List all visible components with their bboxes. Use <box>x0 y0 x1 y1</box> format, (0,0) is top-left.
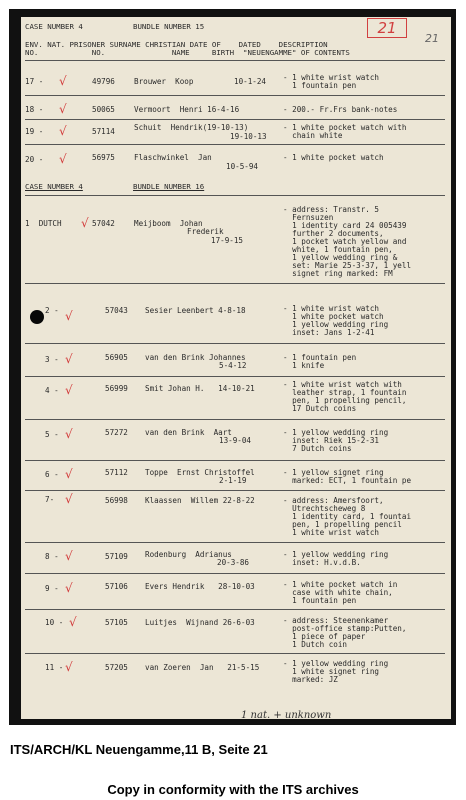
prisoner-number: 56975 <box>92 153 115 162</box>
contents-line: further 2 documents, <box>283 229 384 238</box>
env-number: 1 DUTCH <box>25 219 62 228</box>
prisoner-number: 56999 <box>105 384 128 393</box>
birth-date: 20-3-86 <box>217 558 250 567</box>
punch-hole <box>30 310 44 324</box>
contents-line: - address: Amersfoort, <box>283 496 384 505</box>
contents-line: 1 pocket watch yellow and <box>283 237 407 246</box>
row-divider <box>25 376 445 377</box>
prisoner-number: 57106 <box>105 582 128 591</box>
contents-line: 17 Dutch coins <box>283 404 357 413</box>
birth-date: 10-5-94 <box>226 162 259 171</box>
contents-line: marked: ECT, 1 fountain pe <box>283 476 412 485</box>
bundle-number-1: BUNDLE NUMBER 15 <box>133 22 205 31</box>
contents-line: 1 Dutch coin <box>283 640 348 649</box>
row-divider <box>25 343 445 344</box>
contents-line: set: Marie 25-3-37, 1 yell <box>283 261 412 270</box>
contents-line: - address: Steenenkamer <box>283 616 389 625</box>
contents-line: 1 yellow wedding ring <box>283 320 389 329</box>
env-number: 5 - <box>45 430 59 439</box>
prisoner-name: Vermoort Henri 16-4-16 <box>134 105 240 114</box>
contents-line: - 1 yellow wedding ring <box>283 659 389 668</box>
row-divider <box>25 490 445 491</box>
archive-stamp: 21 <box>367 18 407 38</box>
prisoner-name: van Zoeren Jan 21-5-15 <box>145 663 260 672</box>
checkmark-icon: √ <box>59 74 67 88</box>
contents-line: 1 fountain pen <box>283 81 357 90</box>
prisoner-name: van den Brink Johannes <box>145 353 246 362</box>
prisoner-name: van den Brink Aart <box>145 428 232 437</box>
bundle-number-2: BUNDLE NUMBER 16 <box>133 182 205 191</box>
birth-date: 19-10-13 <box>230 132 267 141</box>
env-number: 8 - <box>45 552 59 561</box>
prisoner-number: 50065 <box>92 105 115 114</box>
env-number: 9 - <box>45 584 59 593</box>
checkmark-icon: √ <box>65 660 73 674</box>
env-number: 10 - <box>45 618 64 627</box>
env-number: 4 - <box>45 386 59 395</box>
contents-line: inset: Jans 1-2-41 <box>283 328 375 337</box>
row-divider <box>25 542 445 543</box>
checkmark-icon: √ <box>65 581 73 595</box>
env-number: 6 - <box>45 470 59 479</box>
prisoner-name: Smit Johan H. 14-10-21 <box>145 384 255 393</box>
row-divider <box>25 195 445 196</box>
birth-date: 10-1-24 <box>234 77 267 86</box>
checkmark-icon: √ <box>65 309 73 323</box>
contents-line: - 1 white pocket watch in <box>283 580 398 589</box>
case-number-2: CASE NUMBER 4 <box>25 182 83 191</box>
prisoner-name: Evers Hendrik 28-10-03 <box>145 582 255 591</box>
contents-line: - 200.- Fr.Frs bank-notes <box>283 105 398 114</box>
contents-line: 1 identity card 24 005439 <box>283 221 407 230</box>
env-number: 3 - <box>45 355 59 364</box>
row-divider <box>25 609 445 610</box>
birth-date: 2-1-19 <box>219 476 247 485</box>
contents-line: white, 1 fountain pen, <box>283 245 393 254</box>
env-number: 19 - <box>25 127 44 136</box>
checkmark-icon: √ <box>65 549 73 563</box>
page-number-handwritten: 21 <box>425 32 439 45</box>
env-number: 7- <box>45 495 55 504</box>
prisoner-name-2: Frederik <box>187 227 224 236</box>
column-header-line-2: NO. NO. NAME BIRTH "NEUENGAMME" OF CONTENTS <box>25 48 350 57</box>
row-divider <box>25 460 445 461</box>
contents-line: - 1 white pocket watch <box>283 153 384 162</box>
checkmark-icon: √ <box>59 152 67 166</box>
contents-line: Utrechtscheweg 8 <box>283 504 366 513</box>
contents-line: pen, 1 propelling pencil <box>283 520 402 529</box>
prisoner-number: 57043 <box>105 306 128 315</box>
prisoner-name: Rodenburg Adrianus <box>145 550 232 559</box>
contents-line: - 1 yellow wedding ring <box>283 428 389 437</box>
row-divider <box>25 283 445 284</box>
checkmark-icon: √ <box>65 492 73 506</box>
prisoner-number: 57105 <box>105 618 128 627</box>
contents-line: 1 white signet ring <box>283 667 380 676</box>
row-divider <box>25 419 445 420</box>
contents-line: - 1 white pocket watch with <box>283 123 407 132</box>
prisoner-number: 57042 <box>92 219 115 228</box>
prisoner-number: 57205 <box>105 663 128 672</box>
row-divider <box>25 573 445 574</box>
prisoner-number: 49796 <box>92 77 115 86</box>
prisoner-name: Toppe Ernst Christoffel <box>145 468 255 477</box>
archive-reference: ITS/ARCH/KL Neuengamme,11 B, Seite 21 <box>10 742 268 757</box>
env-number: 11 - <box>45 663 64 672</box>
contents-line: - 1 yellow wedding ring <box>283 550 389 559</box>
prisoner-number: 57272 <box>105 428 128 437</box>
contents-line: 1 knife <box>283 361 325 370</box>
contents-line: - 1 white wrist watch with <box>283 380 402 389</box>
contents-line: chain white <box>283 131 343 140</box>
env-number: 2 - <box>45 306 59 315</box>
checkmark-icon: √ <box>81 216 89 230</box>
contents-line: 1 white pocket watch <box>283 312 384 321</box>
row-divider <box>25 144 445 145</box>
contents-line: - 1 yellow signet ring <box>283 468 384 477</box>
checkmark-icon: √ <box>65 467 73 481</box>
contents-line: inset: H.v.d.B. <box>283 558 361 567</box>
contents-line: 1 yellow wedding ring & <box>283 253 398 262</box>
env-number: 18 - <box>25 105 44 114</box>
contents-line: - address: Transtr. 5 <box>283 205 380 214</box>
contents-line: - 1 white wrist watch <box>283 304 380 313</box>
contents-line: 1 identity card, 1 fountai <box>283 512 412 521</box>
contents-line: pen, 1 propelling pencil, <box>283 396 407 405</box>
checkmark-icon: √ <box>65 427 73 441</box>
contents-line: 1 fountain pen <box>283 596 357 605</box>
prisoner-number: 57112 <box>105 468 128 477</box>
birth-date: 17-9-15 <box>211 236 244 245</box>
contents-line: - 1 white wrist watch <box>283 73 380 82</box>
contents-line: case with white chain, <box>283 588 393 597</box>
prisoner-name: Luitjes Wijnand 26-6-03 <box>145 618 255 627</box>
env-number: 17 - <box>25 77 44 86</box>
header-rule <box>25 60 445 61</box>
prisoner-number: 57109 <box>105 552 128 561</box>
prisoner-number: 56998 <box>105 496 128 505</box>
prisoner-name: Schuit Hendrik(19-10-13) <box>134 123 249 132</box>
row-divider <box>25 653 445 654</box>
row-divider <box>25 95 445 96</box>
row-divider <box>25 119 445 120</box>
checkmark-icon: √ <box>65 383 73 397</box>
contents-line: Fernsuzen <box>283 213 334 222</box>
env-number: 20 - <box>25 155 44 164</box>
handwritten-note: 1 nat. + unknown <box>241 710 332 721</box>
contents-line: - 1 fountain pen <box>283 353 357 362</box>
contents-line: inset: Riek 15-2-31 <box>283 436 380 445</box>
prisoner-name: Meijboom Johan <box>134 219 203 228</box>
case-number-1: CASE NUMBER 4 <box>25 22 83 31</box>
contents-line: 7 Dutch coins <box>283 444 352 453</box>
contents-line: leather strap, 1 fountain <box>283 388 407 397</box>
column-header-line-1: ENV. NAT. PRISONER SURNAME CHRISTIAN DATE OF DATED DESCRIPTION <box>25 40 328 49</box>
contents-line: signet ring marked: FM <box>283 269 393 278</box>
checkmark-icon: √ <box>59 102 67 116</box>
birth-date: 13-9-04 <box>219 436 252 445</box>
contents-line: 1 white wrist watch <box>283 528 380 537</box>
prisoner-number: 57114 <box>92 127 115 136</box>
prisoner-name: Klaassen Willem 22-8-22 <box>145 496 255 505</box>
prisoner-number: 56905 <box>105 353 128 362</box>
conformity-note: Copy in conformity with the ITS archives <box>107 782 359 797</box>
contents-line: post-office stamp:Putten, <box>283 624 407 633</box>
checkmark-icon: √ <box>69 615 77 629</box>
prisoner-name: Brouwer Koop <box>134 77 194 86</box>
contents-line: 1 piece of paper <box>283 632 366 641</box>
checkmark-icon: √ <box>65 352 73 366</box>
checkmark-icon: √ <box>59 124 67 138</box>
scanned-document <box>9 9 456 725</box>
contents-line: marked: JZ <box>283 675 338 684</box>
document-page <box>21 17 451 719</box>
prisoner-name: Sesier Leenbert 4-8-18 <box>145 306 246 315</box>
prisoner-name: Flaschwinkel Jan <box>134 153 212 162</box>
birth-date: 5-4-12 <box>219 361 247 370</box>
